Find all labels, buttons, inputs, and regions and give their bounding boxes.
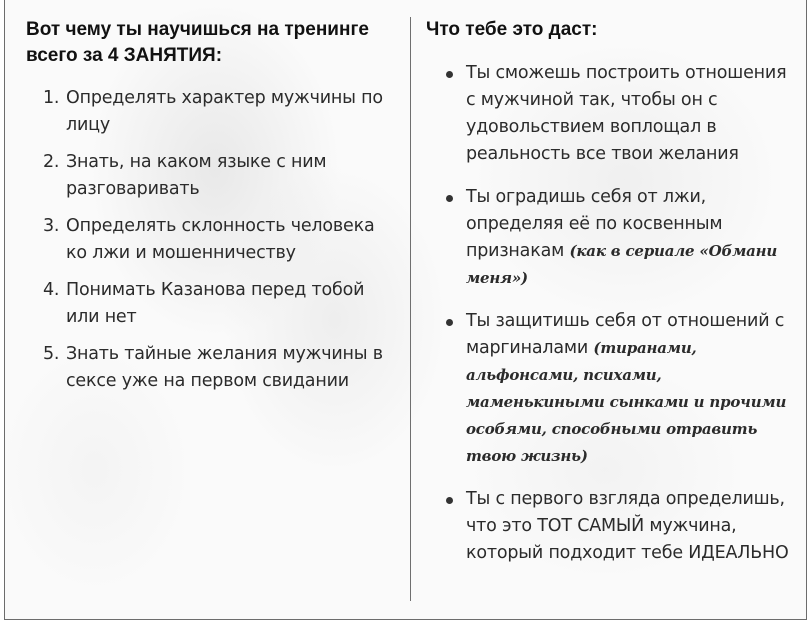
- right-column: [426, 17, 796, 583]
- right-heading: Что тебе это даст:: [426, 19, 598, 40]
- list-item-text: Ты сможешь построить отношения с мужчиной так, чтобы он с удовольствием воплощал в реальность все твои желания: [466, 63, 787, 164]
- skills-list: [26, 85, 396, 395]
- list-item: [26, 149, 396, 203]
- list-item-number: 3.: [43, 216, 60, 236]
- bullet-icon: [446, 319, 453, 326]
- list-item-text: Понимать Казанова перед тобой или нет: [66, 280, 365, 327]
- bullet-icon: [446, 195, 453, 202]
- left-heading: Вот чему ты научишься на тренинге всего за 4 ЗАНЯТИЯ:: [26, 19, 369, 66]
- list-item-number: 1.: [43, 88, 60, 108]
- list-item-text: Ты защитишь себя от отношений с маргиналами: [466, 311, 785, 358]
- list-item-text: Знать, на каком языке с ним разговаривать: [66, 152, 327, 199]
- benefits-list: [426, 60, 796, 567]
- column-divider: [410, 17, 411, 601]
- left-column: [26, 17, 396, 405]
- list-item-text: Ты с первого взгляда определишь, что это ТОТ САМЫЙ мужчина, который подходит тебе ИДЕАЛЬНО: [466, 489, 789, 563]
- list-item: [426, 308, 796, 470]
- list-item: [426, 486, 796, 567]
- list-item-text: Определять склонность человека ко лжи и мошенничеству: [66, 216, 375, 263]
- bullet-icon: [446, 497, 453, 504]
- list-item: [26, 277, 396, 331]
- list-item-text: Ты оградишь себя от лжи, определяя её по косвенным признакам: [466, 187, 723, 261]
- list-item-number: 2.: [43, 152, 60, 172]
- list-item: [26, 341, 396, 395]
- list-item-note: (тиранами, альфонсами, психами, маменькиными сынками и прочими особями, способными отравить твою жизнь): [466, 339, 787, 465]
- list-item-number: 4.: [43, 280, 60, 300]
- list-item-note: (как в сериале «Обмани меня»): [466, 242, 778, 287]
- list-item-number: 5.: [43, 344, 60, 364]
- list-item: [426, 60, 796, 168]
- list-item: [26, 85, 396, 139]
- bullet-icon: [446, 71, 453, 78]
- list-item-text: Знать тайные желания мужчины в сексе уже на первом свидании: [66, 344, 383, 391]
- list-item-text: Определять характер мужчины по лицу: [66, 88, 383, 135]
- list-item: [26, 213, 396, 267]
- list-item: [426, 184, 796, 292]
